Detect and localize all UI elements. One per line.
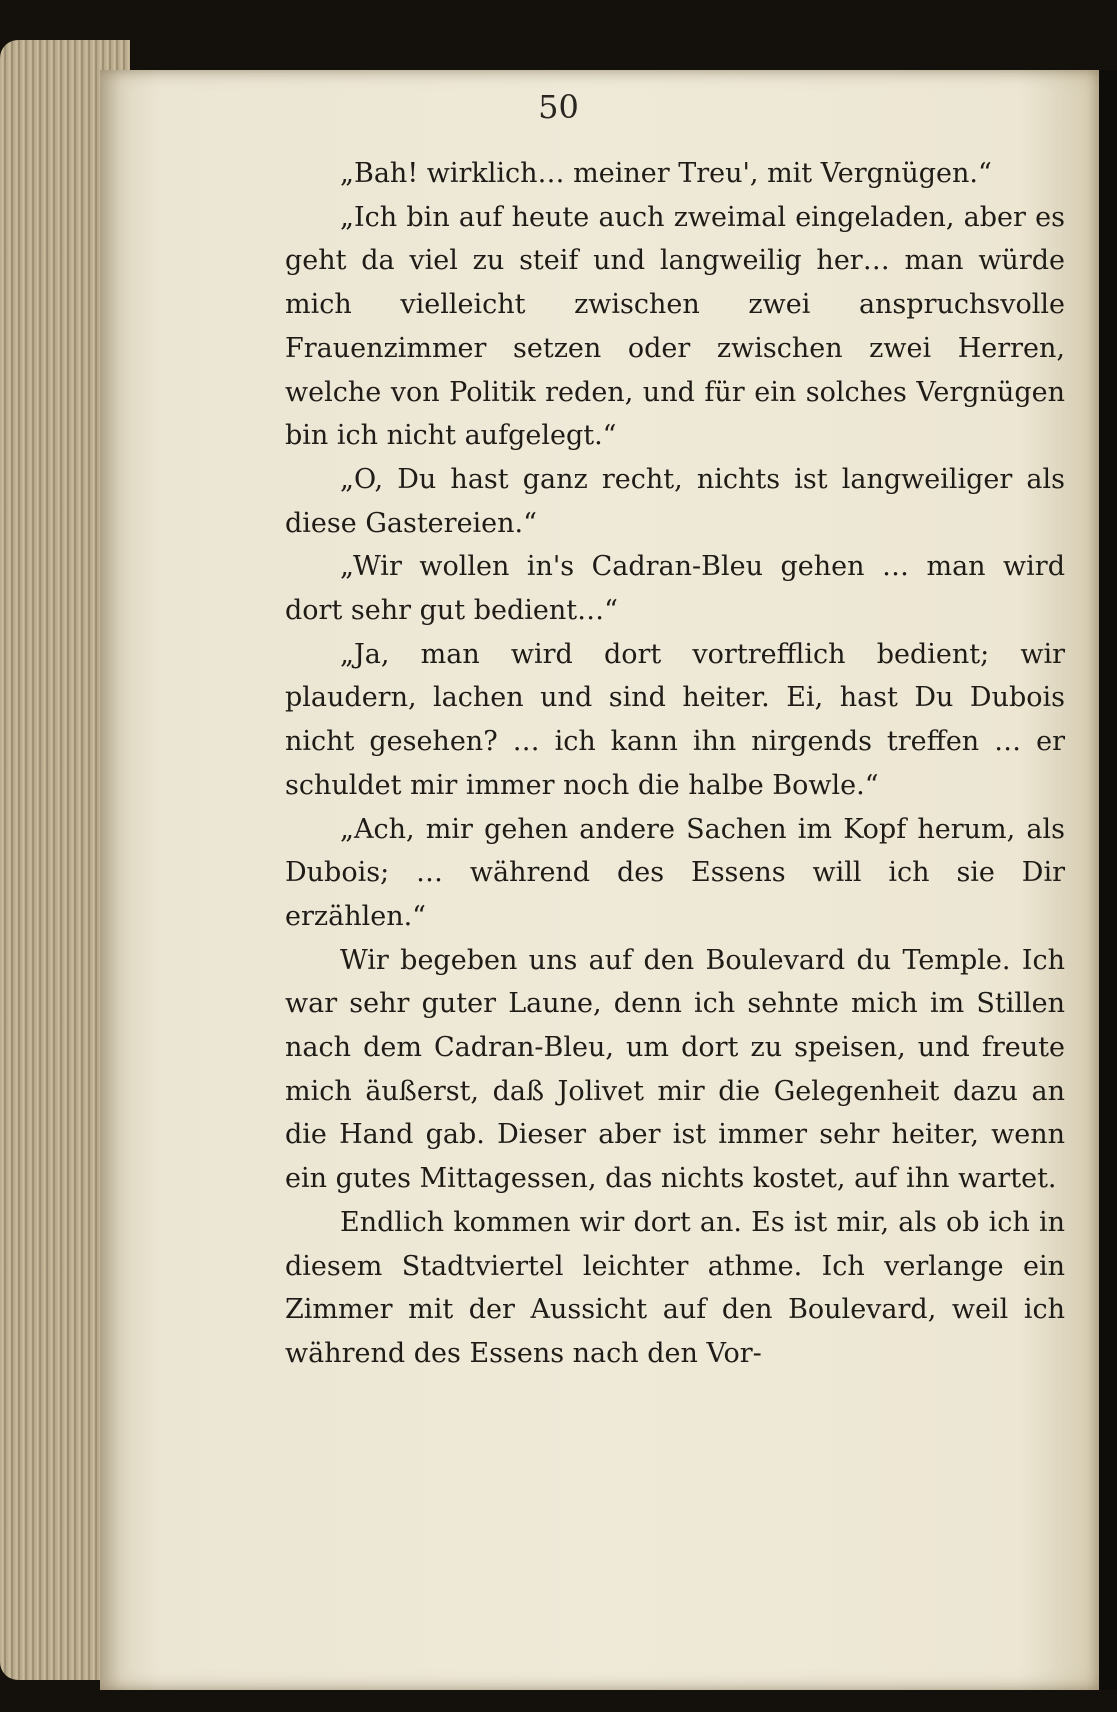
paragraph: „Bah! wirklich… meiner Treu', mit Vergnügen.“ <box>340 158 992 189</box>
paragraph: „O, Du hast ganz recht, nichts ist langweiliger als diese Gastereien.“ <box>285 463 1065 539</box>
paragraph: „Wir wollen in's Cadran-Bleu gehen … man wird dort sehr gut bedient…“ <box>285 551 1065 627</box>
page-number: 50 <box>538 88 579 126</box>
paragraph: „Ich bin auf heute auch zweimal eingeladen, aber es geht da viel zu steif und langweilig her… man würde mich vielleicht zwischen zwei anspruchsvolle Frauenzimmer setzen oder zwischen zwei Herren, welche von Politik reden, und für ein solches Vergnügen bin ich nicht aufgelegt.“ <box>285 201 1065 452</box>
paragraph: „Ach, mir gehen andere Sachen im Kopf herum, als Dubois; … während des Essens will ich sie Dir erzählen.“ <box>285 813 1065 932</box>
paragraph: Wir begeben uns auf den Boulevard du Temple. Ich war sehr guter Laune, denn ich sehnte mich im Stillen nach dem Cadran-Bleu, um dort zu speisen, und freute mich äußerst, daß Jolivet mir die Gelegenheit dazu an die Hand gab. Dieser aber ist immer sehr heiter, wenn ein gutes Mittagessen, das nichts kostet, auf ihn wartet. <box>285 944 1065 1195</box>
page-shadow-edge <box>1099 70 1117 1690</box>
paragraph: „Ja, man wird dort vortrefflich bedient; wir plaudern, lachen und sind heiter. Ei, hast Du Dubois nicht gesehen? … ich kann ihn nirgends treffen … er schuldet mir immer noch die halbe Bowle.“ <box>285 638 1065 801</box>
body-text <box>285 152 1065 1376</box>
paragraph: Endlich kommen wir dort an. Es ist mir, als ob ich in diesem Stadtviertel leichter athme. Ich verlange ein Zimmer mit der Aussicht auf den Boulevard, weil ich während des Essens nach den Vor- <box>285 1206 1065 1369</box>
